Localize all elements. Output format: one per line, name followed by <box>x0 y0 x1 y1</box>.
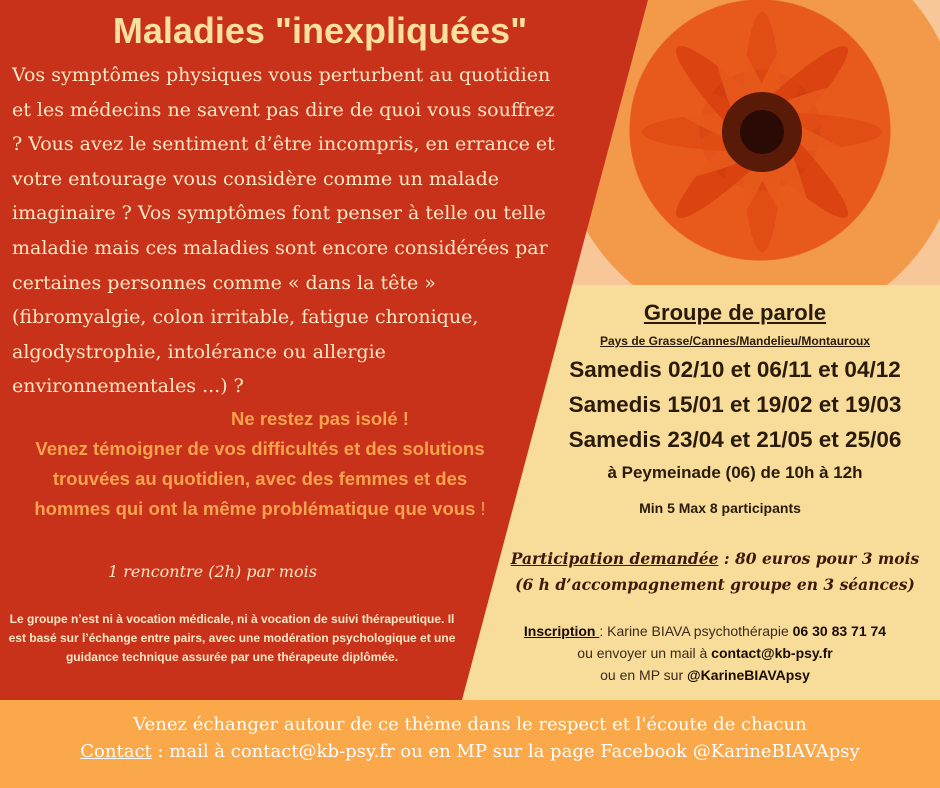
intro-paragraph: Vos symptômes physiques vous perturbent au quotidien et les médecins ne savent pas dire de quoi vous souffrez ? Vous avez le sentiment d’être incompris, en errance et votre entourage vous considère comme un malade imaginaire ? Vos symptômes font penser à telle ou telle maladie mais ces maladies sont encore considérées par certaines personnes comme « dans la tête » (fibromyalgie, colon irritable, fatigue chronique, algodystrophie, intolérance ou allergie environnementales ...) ? <box>12 64 555 398</box>
footer-line-1: Venez échanger autour de ce thème dans le respect et l'écoute de chacun <box>133 714 807 735</box>
group-title: Groupe de parole <box>643 300 827 325</box>
dates-line-2: Samedis 15/01 et 19/02 et 19/03 <box>568 392 902 417</box>
facebook-handle[interactable]: @KarineBIAVApsy <box>687 667 810 683</box>
place-and-time: à Peymeinade (06) de 10h à 12h <box>607 463 863 482</box>
price-value: : 80 euros pour 3 mois <box>718 549 920 568</box>
page-title: Maladies "inexpliquées" <box>112 10 528 51</box>
price-block <box>490 546 940 598</box>
participants-limit: Min 5 Max 8 participants <box>639 500 801 516</box>
inscription-line: Inscription : Karine BIAVA psychothérapie 06 30 83 71 74 <box>523 623 887 639</box>
phone-number[interactable]: 06 30 83 71 74 <box>792 623 887 639</box>
price-detail: (6 h d’accompagnement groupe en 3 séances) <box>515 575 915 594</box>
price-label: Participation demandée <box>510 549 719 568</box>
mp-line: ou en MP sur @KarineBIAVApsy <box>600 667 810 683</box>
footer-line-2 <box>0 741 940 762</box>
mail-link[interactable]: contact@kb-psy.fr <box>711 645 833 661</box>
inscription-block <box>470 620 940 686</box>
inscription-label: Inscription <box>523 623 600 639</box>
cta-headline: Ne restez pas isolé ! <box>231 408 409 429</box>
meeting-frequency: 1 rencontre (2h) par mois <box>108 562 317 581</box>
group-areas: Pays de Grasse/Cannes/Mandelieu/Montauroux <box>599 334 871 348</box>
dates-line-1: Samedis 02/10 et 06/11 et 04/12 <box>569 357 901 382</box>
disclaimer-text: Le groupe n’est ni à vocation médicale, ni à vocation de suivi thérapeutique. Il est basé sur l’échange entre pairs, avec une modération psychologique et une guidance technique assurée par une thérapeute diplômée. <box>8 612 456 664</box>
dates-line-3: Samedis 23/04 et 21/05 et 25/06 <box>568 427 902 452</box>
contact-details: : mail à contact@kb-psy.fr ou en MP sur la page Facebook @KarineBIAVApsy <box>151 741 860 762</box>
price-line <box>490 546 940 572</box>
mail-line: ou envoyer un mail à contact@kb-psy.fr <box>577 645 833 661</box>
cta-body: Venez témoigner de vos difficultés et des solutions trouvées au quotidien, avec des femmes et des hommes qui ont la même problématique que vous ! <box>34 438 486 519</box>
contact-label: Contact <box>80 741 152 762</box>
